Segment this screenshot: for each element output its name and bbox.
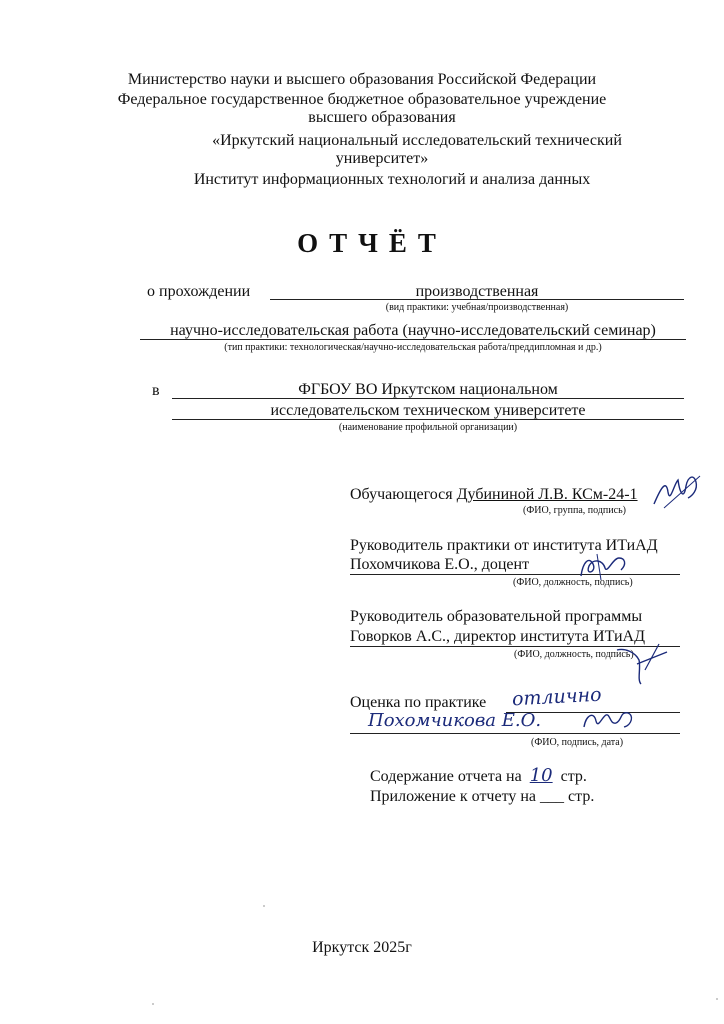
report-pages-value: 10 [529,765,553,786]
education-level-line: высшего образования [308,109,456,126]
practice-kind-value: производственная [415,283,539,300]
organization-caption: (наименование профильной организации) [338,422,518,433]
student-caption: (ФИО, группа, подпись) [523,505,626,516]
student-signature-icon [650,470,704,514]
supervisor-label: Руководитель практики от института ИТиАД [350,537,658,554]
practice-prefix: о прохождении [147,283,251,300]
ministry-line: Министерство науки и высшего образования Российской Федерации [127,71,597,88]
organization-rule-1 [172,398,684,399]
grade-handwritten-name: Похомчикова Е.О. [368,710,542,731]
institution-type-line: Федеральное государственное бюджетное образовательное учреждение [117,91,607,108]
appendix-pages-prefix: Приложение к отчету на [370,788,537,805]
program-head-signature-icon [615,640,675,688]
program-head-value: Говорков А.С., директор института ИТиАД [350,628,645,645]
program-head-caption: (ФИО, должность, подпись) [514,649,634,660]
organization-prefix: в [152,382,160,399]
institute-line: Институт информационных технологий и анализа данных [193,171,591,188]
report-pages-line [370,766,587,786]
supervisor-signature-icon [575,550,635,584]
appendix-pages-suffix: стр. [568,788,595,805]
grade-signature-icon [580,705,642,737]
university-name-line: «Иркутский национальный исследовательский технический [212,132,622,149]
report-pages-prefix: Содержание отчета на [370,768,522,785]
grade-handwritten: отлично [511,683,603,711]
city-year: Иркутск 2025г [312,939,412,956]
report-pages-suffix: стр. [560,768,587,785]
scan-speck [152,1003,154,1005]
grade-label: Оценка по практике [350,694,487,711]
practice-type-caption: (тип практики: технологическая/научно-исследовательская работа/преддипломная и др.) [224,342,602,353]
organization-line-2: исследовательском техническом университете [270,402,586,419]
organization-line-1: ФГБОУ ВО Иркутском национальном [298,381,558,398]
practice-type-rule [140,339,686,340]
grade-caption: (ФИО, подпись, дата) [531,737,624,748]
program-head-label: Руководитель образовательной программы [350,608,643,625]
student-line [350,485,638,504]
supervisor-caption: (ФИО, должность, подпись) [513,577,633,588]
appendix-pages-line [370,787,594,806]
scan-speck [716,998,718,1000]
university-name-line-2: университет» [335,150,429,167]
practice-kind-caption: (вид практики: учебная/производственная) [385,302,569,313]
student-label: Обучающегося [350,486,453,503]
scan-speck [263,905,265,907]
supervisor-value: Похомчикова Е.О., доцент [350,556,530,573]
organization-rule-2 [172,419,684,420]
practice-type-value: научно-исследовательская работа (научно-исследовательский семинар) [170,322,656,339]
student-value: Дубининой Л.В. КСм-24-1 [456,486,638,503]
page-title: ОТЧЁТ [297,228,447,258]
appendix-pages-blank: ___ [540,788,565,805]
